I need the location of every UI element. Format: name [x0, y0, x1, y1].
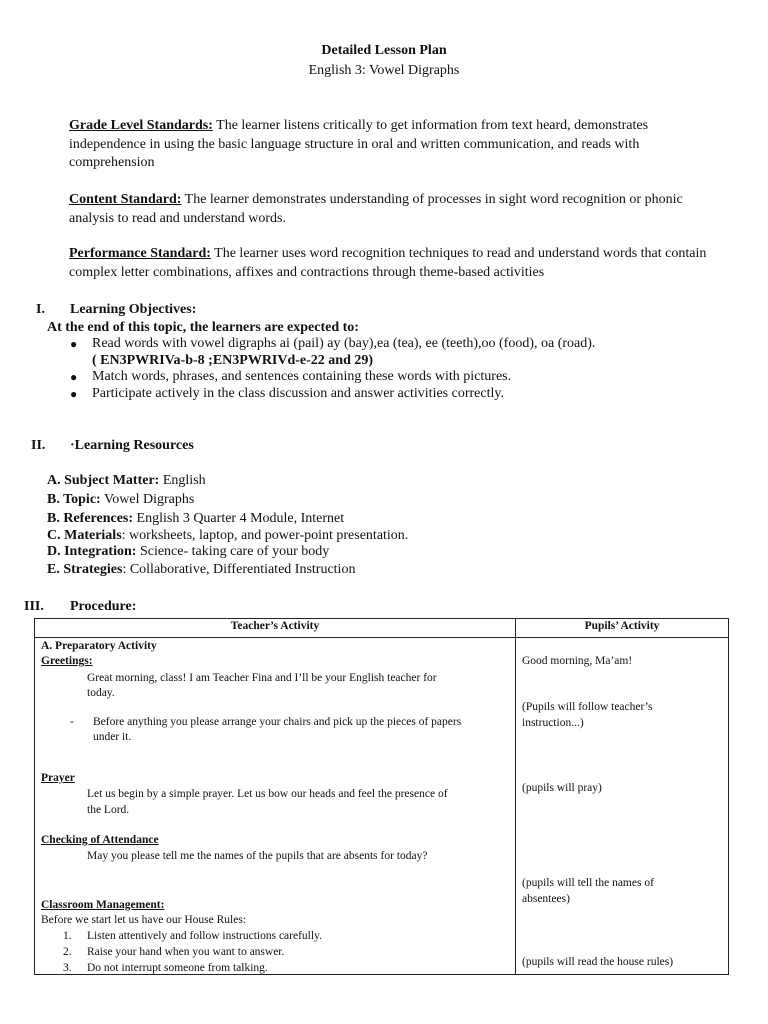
- bullet-icon: ●: [70, 386, 78, 401]
- resource-value: English 3 Quarter 4 Module, Internet: [133, 511, 345, 526]
- competency-codes: ( EN3PWRIVa-b-8 ;EN3PWRIVd-e-22 and 29): [92, 352, 374, 368]
- pupil-response: (pupils will pray): [522, 782, 602, 794]
- resource-label: B. References:: [47, 511, 134, 526]
- pupil-response: (Pupils will follow teacher’s: [522, 701, 653, 713]
- section-2-title: ·Learning Resources: [70, 438, 194, 453]
- teacher-activity-cell: [35, 638, 516, 975]
- standard-label: Content Standard:: [69, 192, 182, 207]
- resource-value: : worksheets, laptop, and power-point presentation.: [121, 528, 409, 543]
- page-subtitle: English 3: Vowel Digraphs: [308, 63, 460, 78]
- pupils-activity-header: Pupils’ Activity: [516, 619, 729, 638]
- section-3-number: III.: [24, 599, 44, 614]
- resource-subject-matter: [47, 473, 206, 489]
- resource-integration: [47, 544, 329, 560]
- rule-number: 1.: [63, 930, 72, 942]
- resource-strategies: [47, 562, 355, 578]
- table-row: [35, 638, 729, 975]
- standard-text: The learner uses word recognition techniques to read and understand words that contain complex letter combinations, affixes and contractions through theme-based activities: [69, 246, 707, 280]
- page-title: Detailed Lesson Plan: [321, 43, 447, 58]
- objectives-intro: At the end of this topic, the learners are expected to:: [47, 320, 359, 335]
- list-item: [70, 369, 690, 386]
- section-2-number: II.: [31, 438, 46, 453]
- resource-label: A. Subject Matter:: [47, 473, 160, 488]
- attendance-heading: Checking of Attendance: [41, 834, 159, 846]
- objectives-list: [70, 336, 690, 402]
- bullet-icon: ●: [70, 337, 78, 351]
- objective-text: Participate actively in the class discussion and answer activities correctly.: [92, 385, 504, 401]
- rule-text: Listen attentively and follow instructions carefully.: [87, 930, 322, 942]
- procedure-table: [34, 618, 729, 975]
- resource-label: D. Integration:: [47, 544, 137, 559]
- list-item: [70, 336, 690, 369]
- prayer-line: the Lord.: [87, 804, 130, 816]
- resource-label: C. Materials: [47, 528, 122, 543]
- resource-label: E. Strategies: [47, 562, 123, 577]
- standard-label: Performance Standard:: [69, 246, 211, 261]
- resource-materials: [47, 528, 408, 544]
- resource-value: Science- taking care of your body: [136, 544, 330, 559]
- resource-value: Vowel Digraphs: [100, 492, 195, 507]
- standard-text: The learner listens critically to get information from text heard, demonstrates independence in using the basic language structure in oral and written communication, and reads with comprehension: [69, 118, 649, 170]
- greetings-line: today.: [87, 687, 115, 699]
- greetings-line: Great morning, class! I am Teacher Fina and I’ll be your English teacher for: [87, 672, 437, 684]
- pupil-response: absentees): [522, 893, 570, 905]
- rule-text: Raise your hand when you want to answer.: [87, 946, 285, 958]
- resource-label: B. Topic:: [47, 492, 101, 507]
- greetings-instruction-line: Before anything you please arrange your chairs and pick up the pieces of papers: [93, 716, 462, 728]
- resource-topic: [47, 492, 194, 508]
- pupil-response: Good morning, Ma’am!: [522, 655, 633, 667]
- table-header-row: [35, 619, 729, 638]
- pupil-response: (pupils will tell the names of: [522, 877, 654, 889]
- grade-level-standards: [69, 117, 717, 173]
- pupil-response: instruction...): [522, 717, 584, 729]
- dash-bullet: -: [70, 716, 74, 728]
- performance-standard: [69, 245, 717, 282]
- section-1-title: Learning Objectives:: [70, 302, 197, 317]
- greetings-heading: Greetings:: [41, 655, 93, 667]
- content-standard: [69, 191, 717, 228]
- prayer-heading: Prayer: [41, 772, 75, 784]
- objective-text: Read words with vowel digraphs ai (pail) ay (bay),ea (tea), ee (teeth),oo (food), oa (road).: [92, 336, 596, 351]
- teacher-activity-header: Teacher’s Activity: [35, 619, 516, 638]
- rule-text: Do not interrupt someone from talking.: [87, 962, 268, 974]
- list-item: [70, 386, 690, 403]
- preparatory-activity-heading: A. Preparatory Activity: [41, 640, 157, 652]
- resource-references: [47, 511, 344, 527]
- standard-text: The learner demonstrates understanding of processes in sight word recognition or phonic analysis to read and understand words.: [69, 192, 683, 226]
- attendance-text: May you please tell me the names of the pupils that are absents for today?: [87, 850, 428, 862]
- resource-value: English: [159, 473, 206, 488]
- pupil-response: (pupils will read the house rules): [522, 956, 674, 968]
- greetings-instruction-line: under it.: [93, 731, 132, 743]
- standard-label: Grade Level Standards:: [69, 118, 213, 133]
- prayer-line: Let us begin by a simple prayer. Let us bow our heads and feel the presence of: [87, 788, 448, 800]
- house-rules-intro: Before we start let us have our House Rules:: [41, 914, 247, 926]
- classroom-management-heading: Classroom Management:: [41, 899, 165, 911]
- rule-number: 2.: [63, 946, 72, 958]
- section-3-title: Procedure:: [70, 599, 137, 614]
- resource-value: : Collaborative, Differentiated Instruction: [122, 562, 356, 577]
- section-1-number: I.: [36, 302, 45, 317]
- bullet-icon: ●: [70, 370, 78, 384]
- pupils-activity-cell: [516, 638, 729, 975]
- objective-text: Match words, phrases, and sentences containing these words with pictures.: [92, 369, 512, 384]
- rule-number: 3.: [63, 962, 72, 974]
